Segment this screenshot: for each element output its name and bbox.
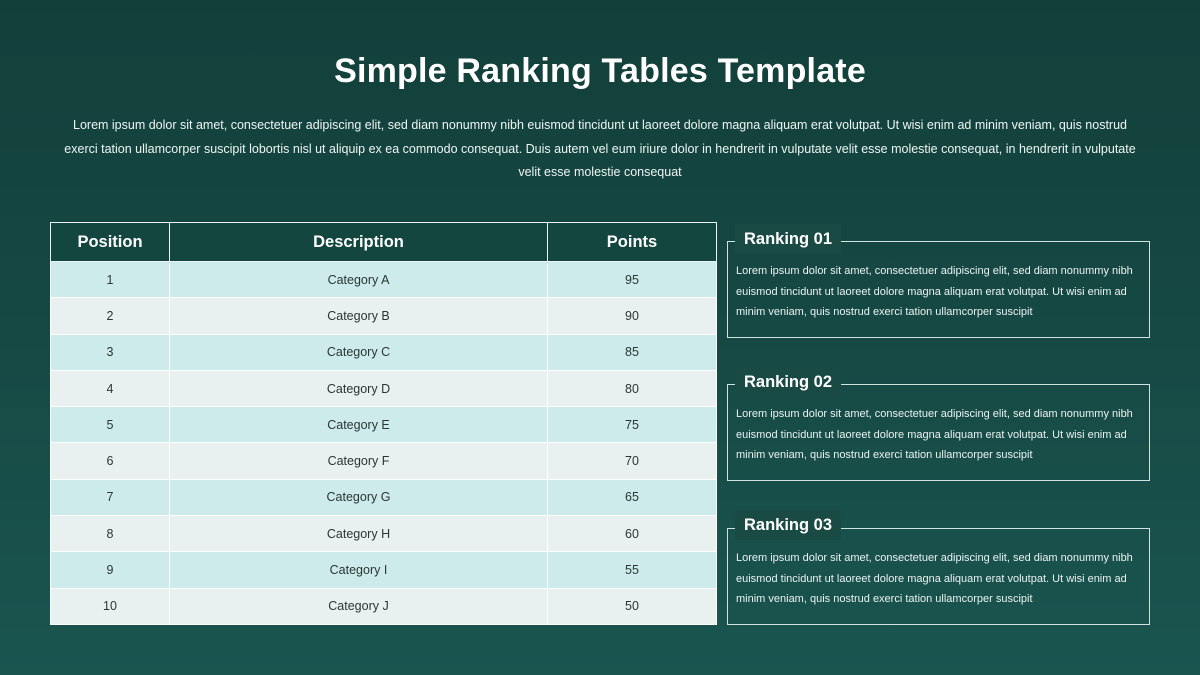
cell-points: 95 xyxy=(548,262,717,298)
table-row xyxy=(51,370,717,406)
cell-points: 75 xyxy=(548,407,717,443)
cell-position: 10 xyxy=(51,588,170,624)
ranking-03-label: Ranking 03 xyxy=(735,510,841,540)
ranking-card-03 xyxy=(727,528,1150,625)
cell-position: 2 xyxy=(51,298,170,334)
cell-description: Category H xyxy=(170,516,548,552)
column-header-position: Position xyxy=(51,223,170,262)
cell-description: Category A xyxy=(170,262,548,298)
table-row xyxy=(51,516,717,552)
ranking-table xyxy=(50,222,717,625)
page-title: Simple Ranking Tables Template xyxy=(334,52,866,90)
cell-points: 55 xyxy=(548,552,717,588)
ranking-01-text: Lorem ipsum dolor sit amet, consectetuer adipiscing elit, sed diam nonummy nibh euismod tincidunt ut laoreet dolore magna aliquam erat volutpat. Ut wisi enim ad minim veniam, quis nostrud exerci tation ullamcorper suscipit xyxy=(736,265,1133,318)
cell-description: Category F xyxy=(170,443,548,479)
cell-position: 7 xyxy=(51,479,170,515)
cell-description: Category D xyxy=(170,370,548,406)
table-row xyxy=(51,407,717,443)
page-subtitle: Lorem ipsum dolor sit amet, consectetuer adipiscing elit, sed diam nonummy nibh euismod tincidunt ut laoreet dolore magna aliquam erat volutpat. Ut wisi enim ad minim veniam, quis nostrud exerci tation ullamcorper suscipit lobortis nisl ut aliquip ex ea commodo consequat. Duis autem vel eum iriure dolor in hendrerit in vulputate velit esse molestie consequat, in hendrerit in vulputate velit esse molestie consequat xyxy=(64,118,1136,179)
cell-points: 60 xyxy=(548,516,717,552)
cell-position: 8 xyxy=(51,516,170,552)
table-row xyxy=(51,443,717,479)
table-row xyxy=(51,262,717,298)
ranking-03-text: Lorem ipsum dolor sit amet, consectetuer adipiscing elit, sed diam nonummy nibh euismod tincidunt ut laoreet dolore magna aliquam erat volutpat. Ut wisi enim ad minim veniam, quis nostrud exerci tation ullamcorper suscipit xyxy=(736,552,1133,605)
cell-points: 80 xyxy=(548,370,717,406)
table-row xyxy=(51,552,717,588)
table-row xyxy=(51,588,717,624)
cell-points: 90 xyxy=(548,298,717,334)
ranking-card-01 xyxy=(727,241,1150,338)
ranking-02-label: Ranking 02 xyxy=(735,367,841,397)
ranking-card-02 xyxy=(727,384,1150,481)
cell-description: Category G xyxy=(170,479,548,515)
table-row xyxy=(51,479,717,515)
cell-description: Category I xyxy=(170,552,548,588)
table-row xyxy=(51,298,717,334)
cell-description: Category J xyxy=(170,588,548,624)
cell-points: 65 xyxy=(548,479,717,515)
ranking-01-label: Ranking 01 xyxy=(735,224,841,254)
cell-position: 3 xyxy=(51,334,170,370)
table-header-row xyxy=(51,223,717,262)
cell-description: Category E xyxy=(170,407,548,443)
column-header-description: Description xyxy=(170,223,548,262)
cell-description: Category B xyxy=(170,298,548,334)
cell-position: 1 xyxy=(51,262,170,298)
cell-points: 70 xyxy=(548,443,717,479)
ranking-02-text: Lorem ipsum dolor sit amet, consectetuer adipiscing elit, sed diam nonummy nibh euismod tincidunt ut laoreet dolore magna aliquam erat volutpat. Ut wisi enim ad minim veniam, quis nostrud exerci tation ullamcorper suscipit xyxy=(736,408,1133,461)
cell-points: 50 xyxy=(548,588,717,624)
cell-position: 5 xyxy=(51,407,170,443)
cell-description: Category C xyxy=(170,334,548,370)
table-row xyxy=(51,334,717,370)
cell-position: 9 xyxy=(51,552,170,588)
cell-position: 4 xyxy=(51,370,170,406)
cell-position: 6 xyxy=(51,443,170,479)
column-header-points: Points xyxy=(548,223,717,262)
cell-points: 85 xyxy=(548,334,717,370)
